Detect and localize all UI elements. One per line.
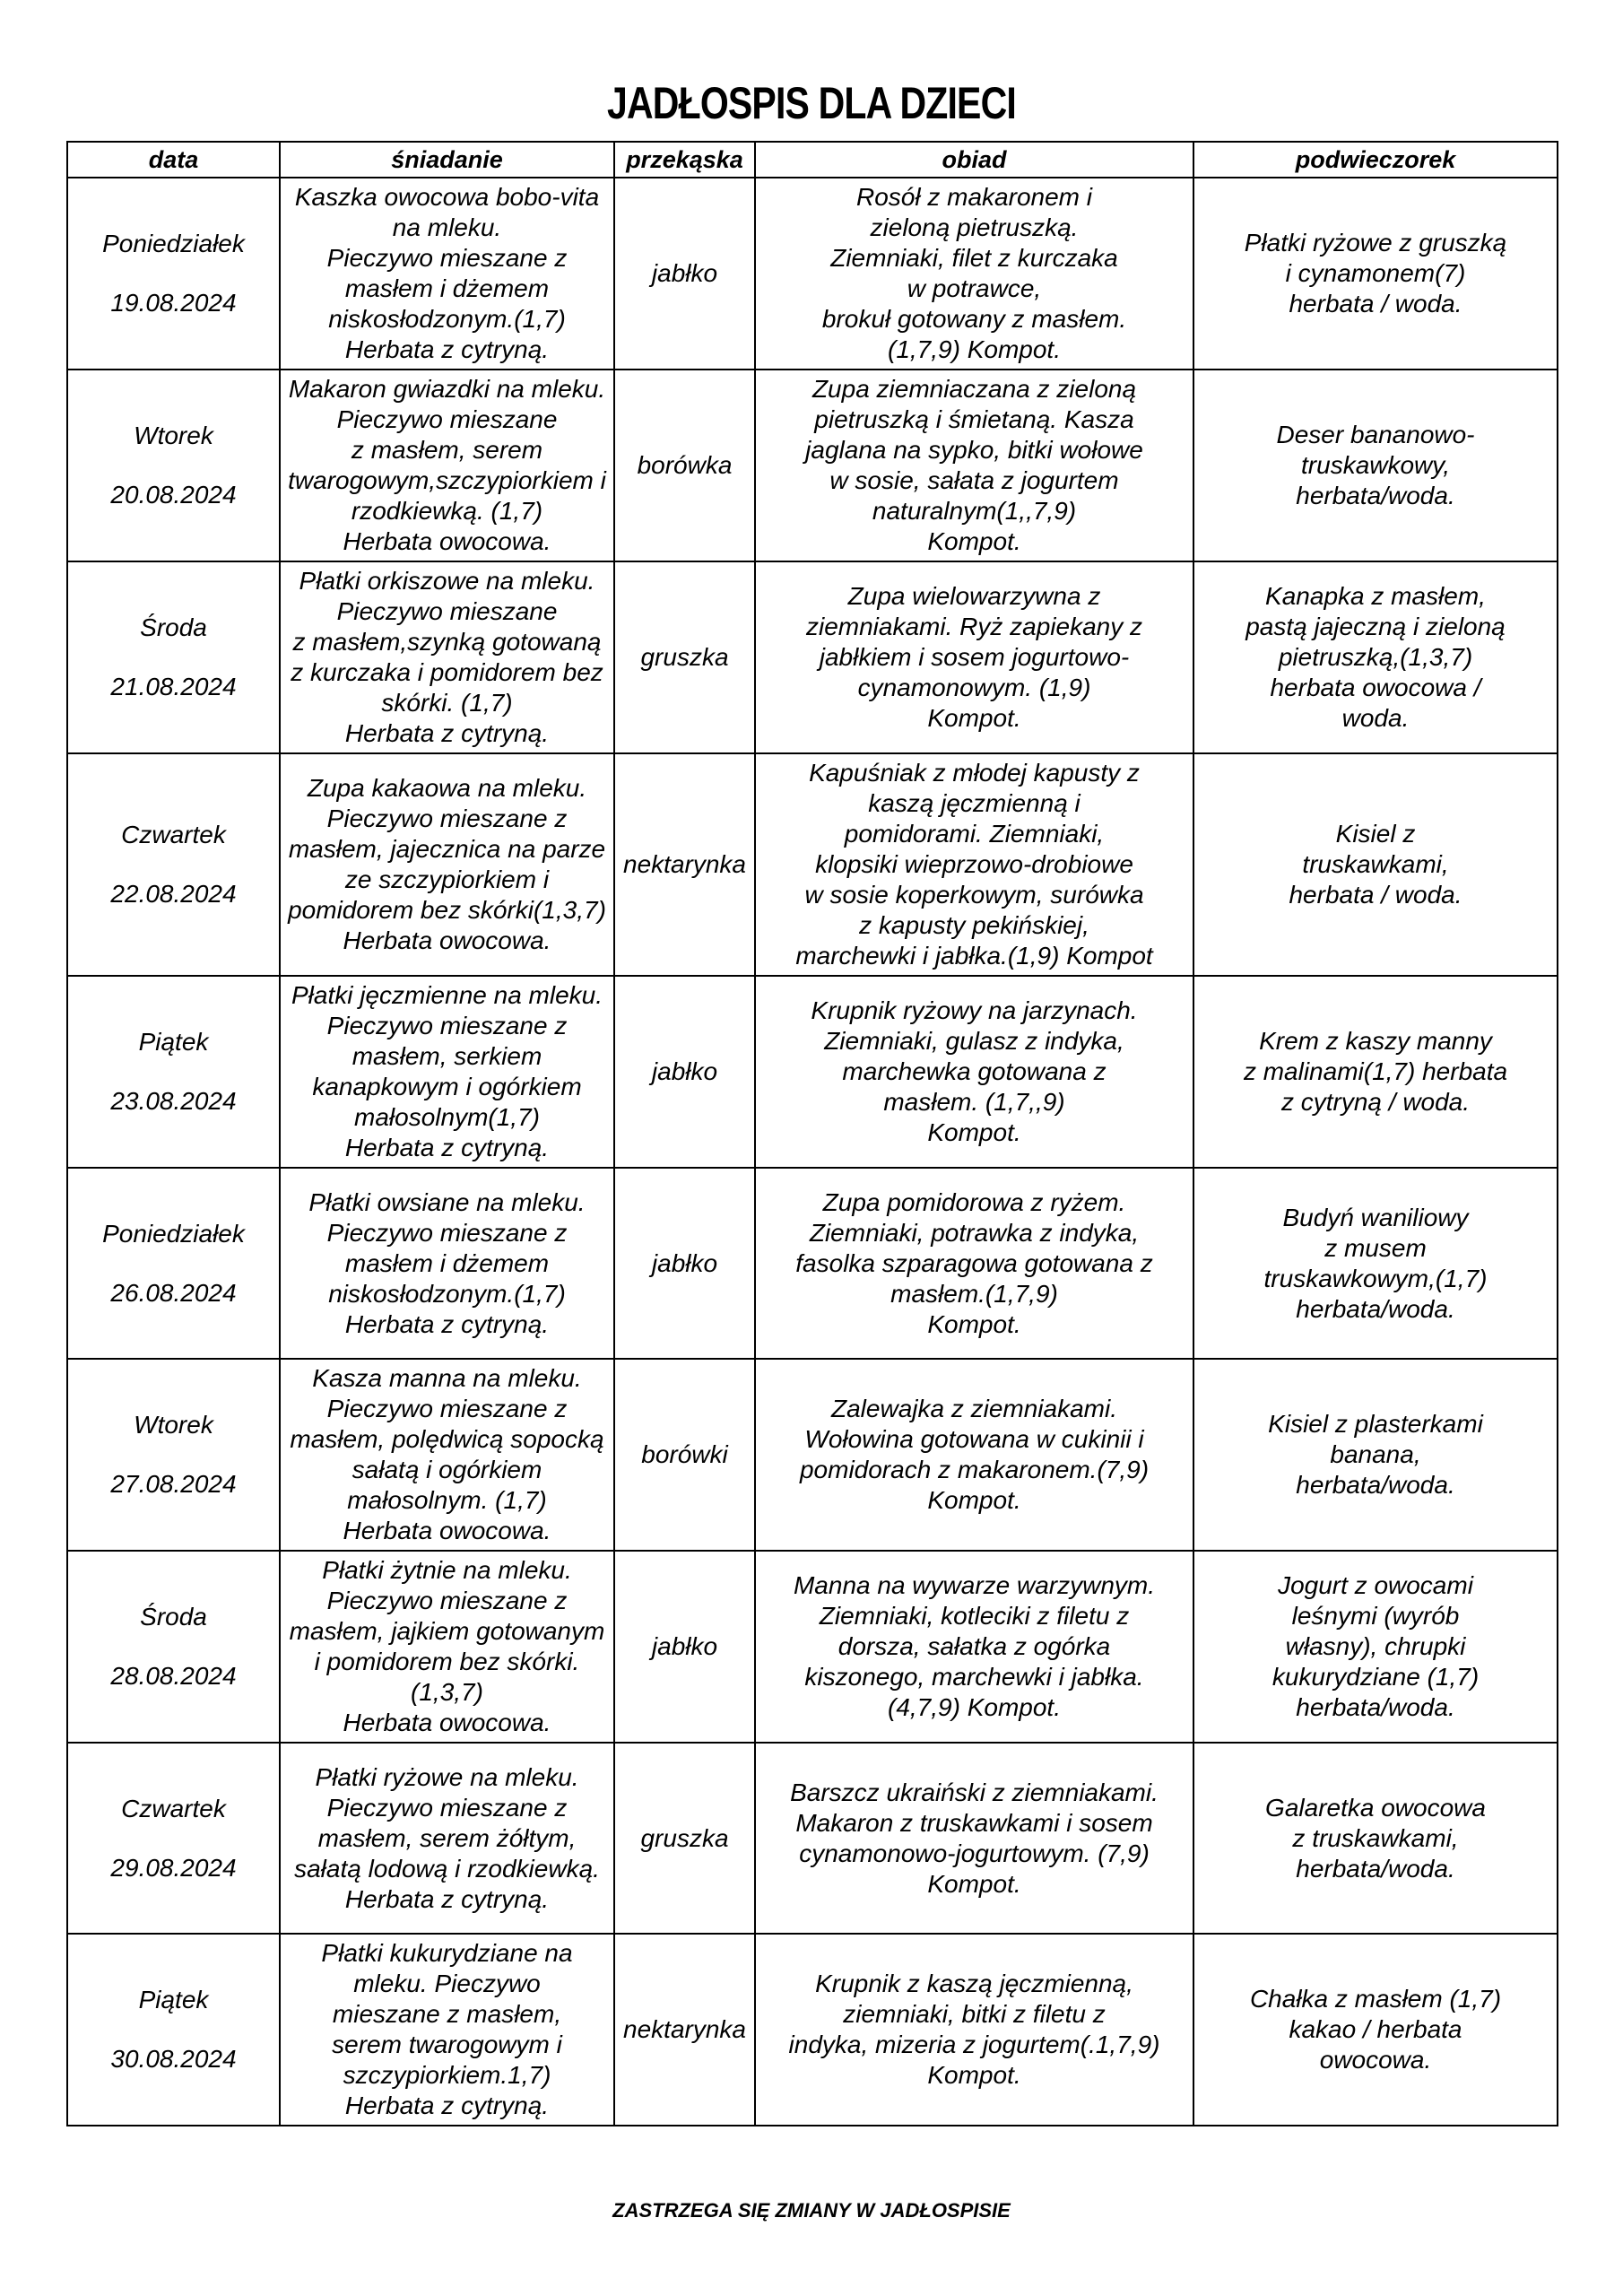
table-row [67, 370, 1558, 561]
breakfast-cell: Kaszka owocowa bobo-vita na mleku. Pieczywo mieszane z masłem i dżemem niskosłodzonym.(1,7) Herbata z cytryną. [280, 178, 614, 370]
snack-cell: borówki [614, 1359, 755, 1551]
date-cell [67, 1168, 280, 1359]
lunch-cell: Zupa ziemniaczana z zieloną pietruszką i śmietaną. Kasza jaglana na sypko, bitki wołowe w sosie, sałata z jogurtem naturalnym(1,,7,9) Kompot. [755, 370, 1193, 561]
lunch-cell: Krupnik ryżowy na jarzynach. Ziemniaki, gulasz z indyka, marchewka gotowana z masłem. (1,7,,9) Kompot. [755, 976, 1193, 1168]
snack-cell: gruszka [614, 561, 755, 753]
column-header-afternoon-tea: podwieczorek [1193, 142, 1558, 178]
afternoon-tea-cell: Kisiel z plasterkami banana, herbata/woda. [1193, 1359, 1558, 1551]
day-date: 26.08.2024 [110, 1278, 237, 1307]
day-name: Czwartek [121, 821, 226, 848]
breakfast-cell: Płatki ryżowe na mleku. Pieczywo mieszane z masłem, serem żółtym, sałatą lodową i rzodkiewką. Herbata z cytryną. [280, 1743, 614, 1934]
day-date: 30.08.2024 [110, 2045, 237, 2073]
day-name: Środa [140, 613, 207, 641]
breakfast-cell: Płatki jęczmienne na mleku. Pieczywo mieszane z masłem, serkiem kanapkowym i ogórkiem małosolnym(1,7) Herbata z cytryną. [280, 976, 614, 1168]
lunch-cell: Manna na wywarze warzywnym. Ziemniaki, kotleciki z filetu z dorsza, sałatka z ogórka kiszonego, marchewki i jabłka. (4,7,9) Kompot. [755, 1551, 1193, 1743]
afternoon-tea-cell: Budyń waniliowy z musem truskawkowym,(1,7) herbata/woda. [1193, 1168, 1558, 1359]
day-name: Piątek [138, 1028, 209, 1056]
breakfast-cell: Płatki owsiane na mleku. Pieczywo mieszane z masłem i dżemem niskosłodzonym.(1,7) Herbata z cytryną. [280, 1168, 614, 1359]
column-header-date: data [67, 142, 280, 178]
table-row [67, 1359, 1558, 1551]
date-cell [67, 753, 280, 976]
afternoon-tea-cell: Płatki ryżowe z gruszką i cynamonem(7) herbata / woda. [1193, 178, 1558, 370]
snack-cell: jabłko [614, 1168, 755, 1359]
afternoon-tea-cell: Chałka z masłem (1,7) kakao / herbata owocowa. [1193, 1934, 1558, 2126]
day-name: Poniedziałek [102, 1219, 245, 1248]
date-cell [67, 561, 280, 753]
column-header-snack: przekąska [614, 142, 755, 178]
afternoon-tea-cell: Galaretka owocowa z truskawkami, herbata/woda. [1193, 1743, 1558, 1934]
lunch-cell: Kapuśniak z młodej kapusty z kaszą jęczmienną i pomidorami. Ziemniaki, klopsiki wieprzowo-drobiowe w sosie koperkowym, surówka z kapusty pekińskiej, marchewki i jabłka.(1,9) Kompot [755, 753, 1193, 976]
footer-note: ZASTRZEGA SIĘ ZMIANY W JADŁOSPISIE [612, 2199, 1011, 2222]
breakfast-cell: Makaron gwiazdki na mleku. Pieczywo mieszane z masłem, serem twarogowym,szczypiorkiem i rzodkiewką. (1,7) Herbata owocowa. [280, 370, 614, 561]
day-name: Poniedziałek [102, 230, 245, 257]
breakfast-cell: Kasza manna na mleku. Pieczywo mieszane z masłem, polędwicą sopocką sałatą i ogórkiem małosolnym. (1,7) Herbata owocowa. [280, 1359, 614, 1551]
table-row [67, 1743, 1558, 1934]
snack-cell: gruszka [614, 1743, 755, 1934]
lunch-cell: Zalewajka z ziemniakami. Wołowina gotowana w cukinii i pomidorach z makaronem.(7,9) Kompot. [755, 1359, 1193, 1551]
day-name: Wtorek [134, 1411, 213, 1439]
snack-cell: borówka [614, 370, 755, 561]
day-name: Środa [140, 1603, 207, 1631]
day-date: 19.08.2024 [110, 289, 237, 317]
day-name: Czwartek [121, 1794, 226, 1822]
column-header-lunch: obiad [755, 142, 1193, 178]
day-date: 23.08.2024 [110, 1087, 237, 1115]
column-header-breakfast: śniadanie [280, 142, 614, 178]
page-title: JADŁOSPIS DLA DZIECI [607, 78, 1016, 128]
menu-table [66, 141, 1558, 2126]
date-cell [67, 178, 280, 370]
table-row [67, 561, 1558, 753]
afternoon-tea-cell: Kisiel z truskawkami, herbata / woda. [1193, 753, 1558, 976]
breakfast-cell: Płatki kukurydziane na mleku. Pieczywo mieszane z masłem, serem twarogowym i szczypiorkiem.1,7) Herbata z cytryną. [280, 1934, 614, 2126]
lunch-cell: Zupa wielowarzywna z ziemniakami. Ryż zapiekany z jabłkiem i sosem jogurtowo- cynamonowym. (1,9) Kompot. [755, 561, 1193, 753]
snack-cell: jabłko [614, 178, 755, 370]
table-row [67, 1551, 1558, 1743]
date-cell [67, 976, 280, 1168]
day-date: 21.08.2024 [110, 673, 237, 700]
breakfast-cell: Zupa kakaowa na mleku. Pieczywo mieszane z masłem, jajecznica na parze ze szczypiorkiem i pomidorem bez skórki(1,3,7) Herbata owocowa. [280, 753, 614, 976]
day-name: Piątek [138, 1986, 209, 2013]
table-row [67, 1168, 1558, 1359]
date-cell [67, 1743, 280, 1934]
lunch-cell: Barszcz ukraiński z ziemniakami. Makaron z truskawkami i sosem cynamonowo-jogurtowym. (7,9) Kompot. [755, 1743, 1193, 1934]
date-cell [67, 1551, 280, 1743]
lunch-cell: Krupnik z kaszą jęczmienną, ziemniaki, bitki z filetu z indyka, mizeria z jogurtem(.1,7,9) Kompot. [755, 1934, 1193, 2126]
snack-cell: nektarynka [614, 753, 755, 976]
date-cell [67, 370, 280, 561]
day-date: 29.08.2024 [110, 1853, 237, 1882]
header-row [67, 142, 1558, 178]
table-row [67, 976, 1558, 1168]
breakfast-cell: Płatki żytnie na mleku. Pieczywo mieszane z masłem, jajkiem gotowanym i pomidorem bez skórki.(1,3,7) Herbata owocowa. [280, 1551, 614, 1743]
day-date: 20.08.2024 [110, 481, 237, 509]
afternoon-tea-cell: Jogurt z owocami leśnymi (wyrób własny), chrupki kukurydziane (1,7) herbata/woda. [1193, 1551, 1558, 1743]
day-date: 27.08.2024 [110, 1470, 237, 1498]
snack-cell: jabłko [614, 976, 755, 1168]
lunch-cell: Rosół z makaronem i zieloną pietruszką. Ziemniaki, filet z kurczaka w potrawce, brokuł gotowany z masłem. (1,7,9) Kompot. [755, 178, 1193, 370]
afternoon-tea-cell: Krem z kaszy manny z malinami(1,7) herbata z cytryną / woda. [1193, 976, 1558, 1168]
snack-cell: nektarynka [614, 1934, 755, 2126]
table-row [67, 178, 1558, 370]
afternoon-tea-cell: Kanapka z masłem, pastą jajeczną i zieloną pietruszką,(1,3,7) herbata owocowa / woda. [1193, 561, 1558, 753]
day-name: Wtorek [134, 422, 213, 449]
day-date: 28.08.2024 [110, 1662, 237, 1690]
date-cell [67, 1934, 280, 2126]
breakfast-cell: Płatki orkiszowe na mleku. Pieczywo mieszane z masłem,szynką gotowaną z kurczaka i pomidorem bez skórki. (1,7) Herbata z cytryną. [280, 561, 614, 753]
table-row [67, 753, 1558, 976]
day-date: 22.08.2024 [110, 880, 237, 908]
table-row [67, 1934, 1558, 2126]
afternoon-tea-cell: Deser bananowo- truskawkowy, herbata/woda. [1193, 370, 1558, 561]
date-cell [67, 1359, 280, 1551]
snack-cell: jabłko [614, 1551, 755, 1743]
lunch-cell: Zupa pomidorowa z ryżem. Ziemniaki, potrawka z indyka, fasolka szparagowa gotowana z masłem.(1,7,9) Kompot. [755, 1168, 1193, 1359]
